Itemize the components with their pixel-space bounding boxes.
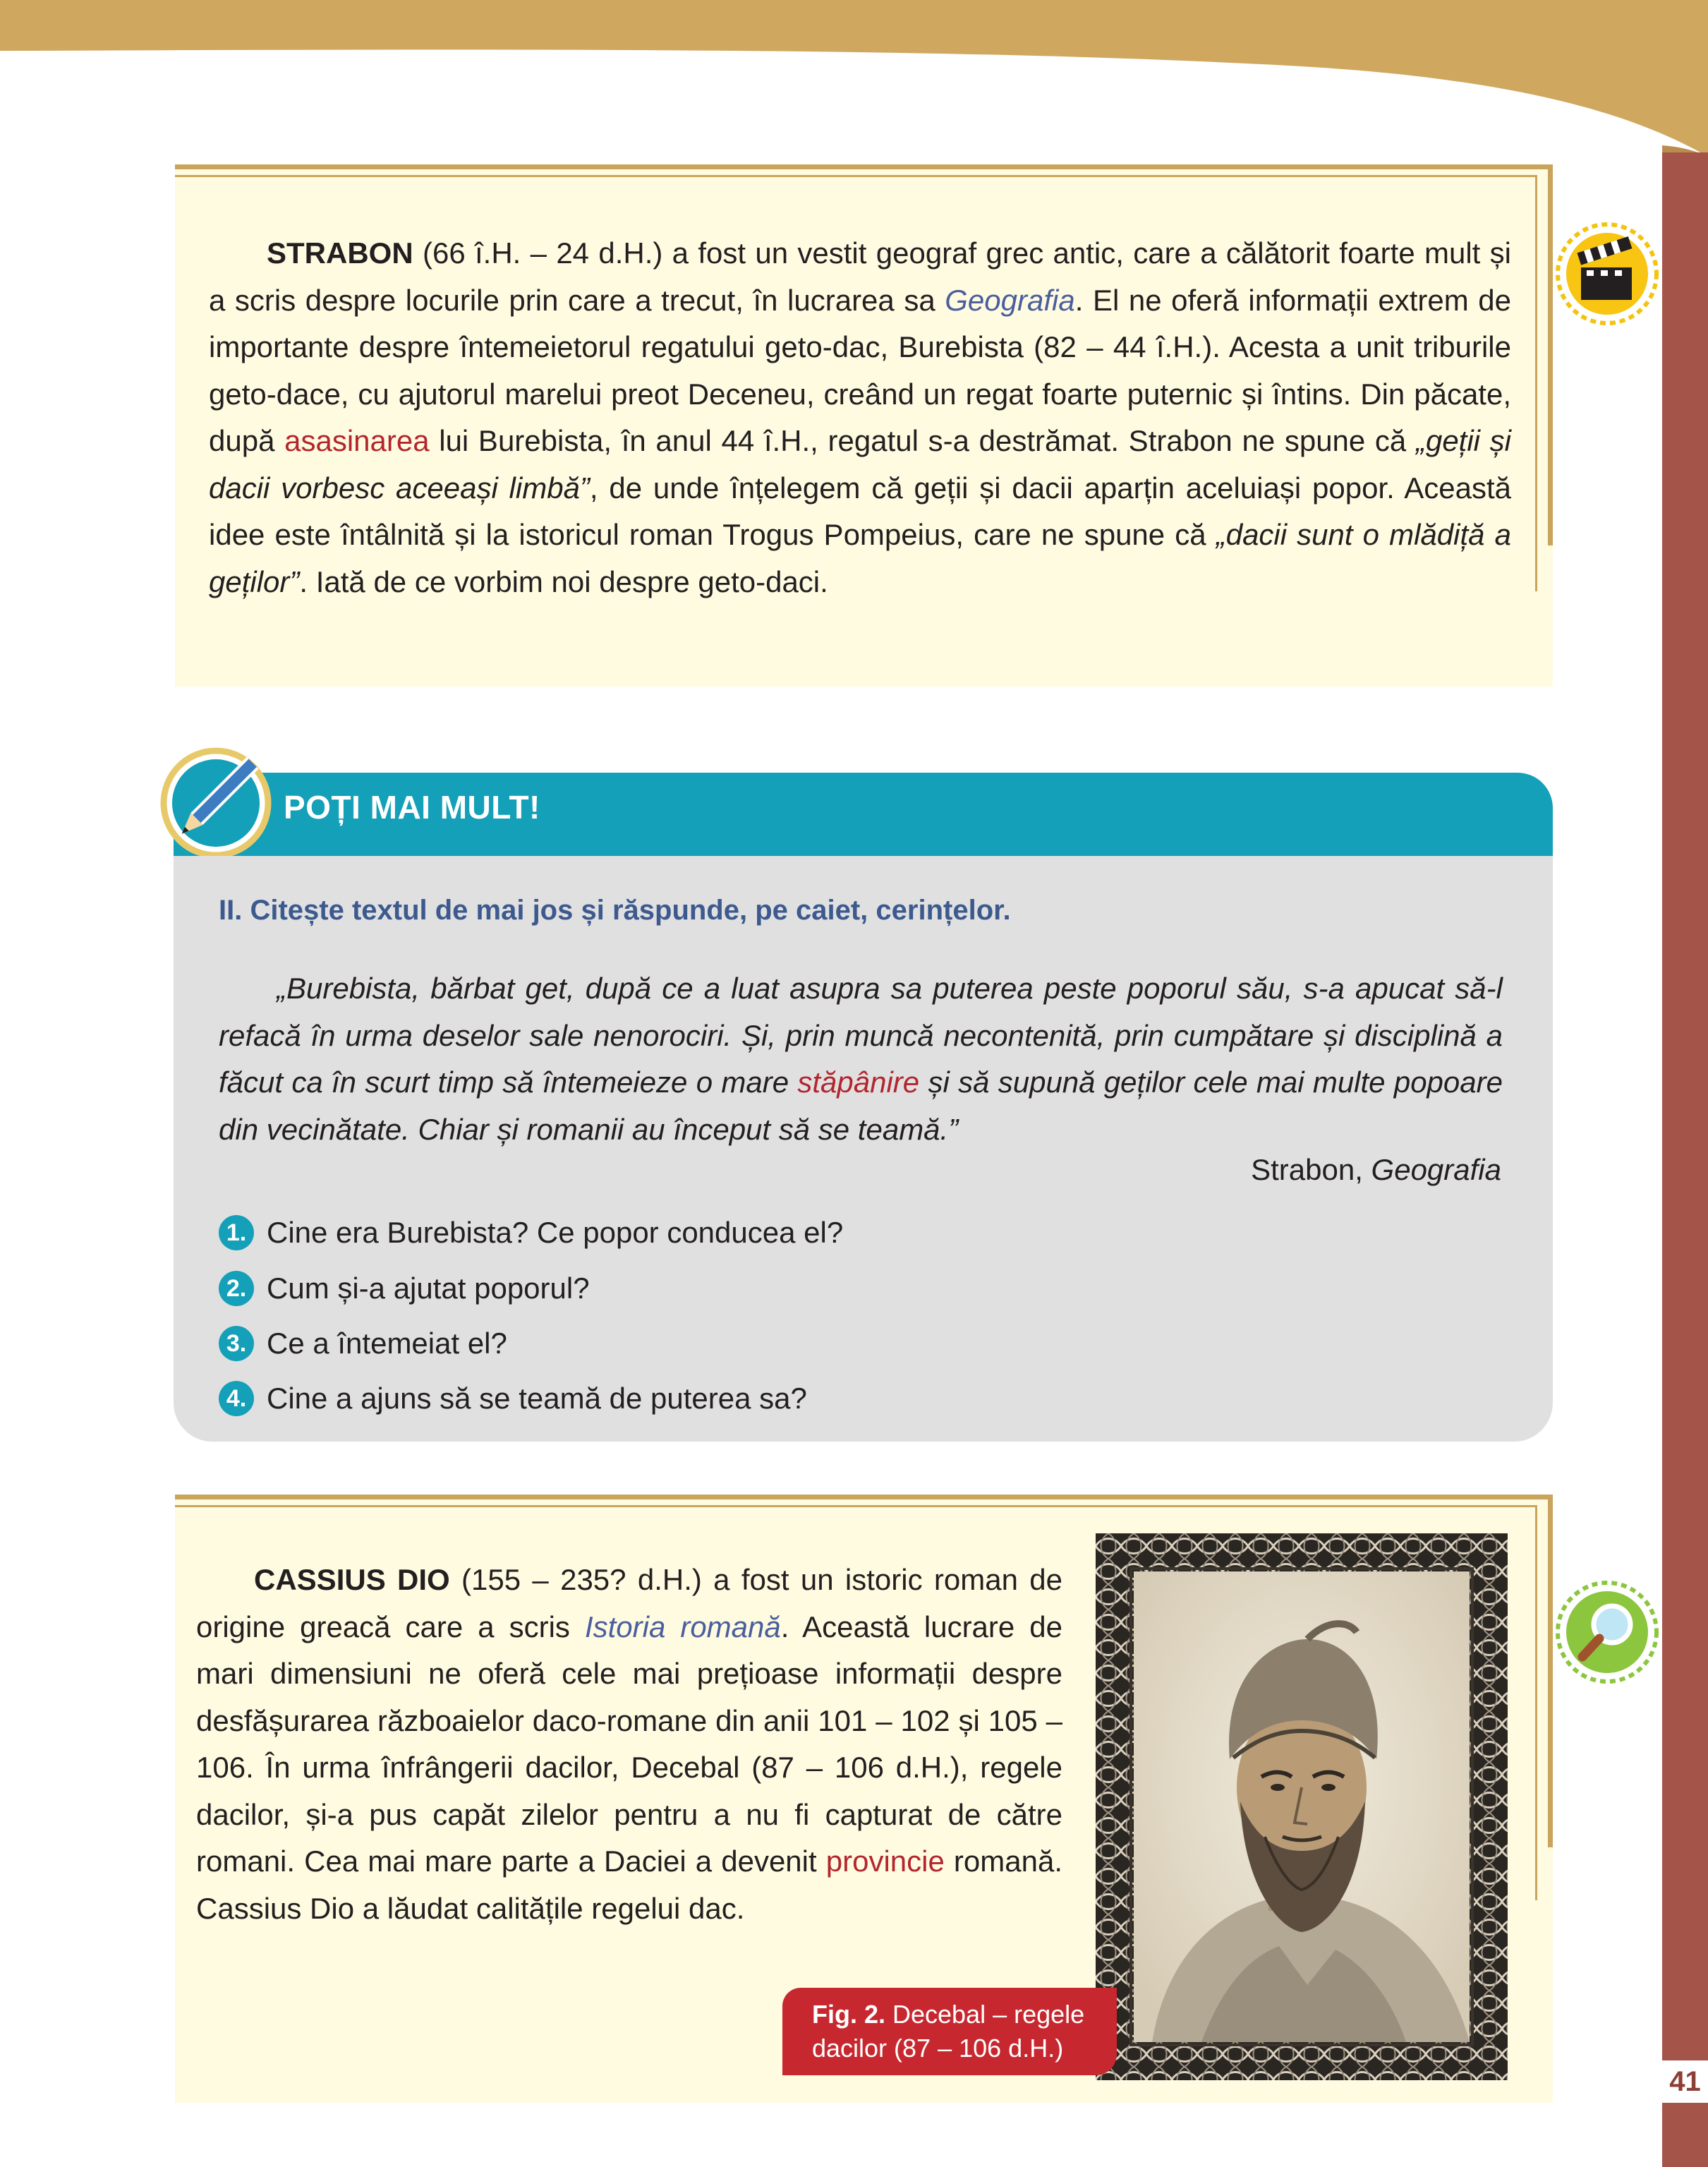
cassius-paragraph: CASSIUS DIO (155 – 235? d.H.) a fost un istoric roman de origine greacă care a scris Istoria romană. Această lucrare de mari dimensiuni ne oferă cele mai prețioase informații despre desfășurarea războaielor daco-romane din anii 101 – 102 și 105 – 106. În urma înfrângerii dacilor, Decebal (87 – 106 d.H.), regele dacilor, și-a pus capăt zilelor pentru a nu fi capturat de către romani. Cea mai mare parte a Daciei a devenit provincie romană. Cassius Dio a lăudat calitățile regelui dac. (196, 1563, 1062, 1925)
question-item (219, 1209, 843, 1252)
burebista-quote: „Burebista, bărbat get, după ce a luat asupra sa puterea peste poporul său, s-a apucat să-l refacă în urma deselor sale nenorociri. Și, prin muncă necontenită, prin cumpătare și disciplină a făcut ca în scurt timp să întemeieze o mare stăpânire și să supună geților cele mai multe popoare din vecinătate. Chiar și romanii au început să se teamă.” (219, 972, 1503, 1146)
strabon-quote-1: „geții și dacii vorbesc aceeași limbă” (209, 424, 1511, 505)
strabon-paragraph: STRABON (66 î.H. – 24 d.H.) a fost un vestit geograf grec antic, care a călătorit foarte mult și a scris despre locurile prin care a trecut, în lucrarea sa Geografia. El ne oferă informații extrem de importante despre întemeietorul regatului geto-dac, Burebista (82 – 44 î.H.). Acesta a unit triburile geto-dace, cu ajutorul marelui preot Deceneu, creând un regat foarte puternic și întins. Din păcate, după asasinarea lui Burebista, în anul 44 î.H., regatul s-a destrămat. Strabon ne spune că „geții și dacii vorbesc aceeași limbă”, de unde înțelegem că geții și dacii aparțin aceluiași popor. Această idee este întâlnită și la istoricul roman Trogus Pompeius, care ne spune că „dacii sunt o mlădiță a geților”. Iată de ce vorbim noi despre geto-daci. (209, 236, 1512, 598)
decebal-portrait (1096, 1533, 1508, 2080)
question-item (219, 1265, 590, 1308)
cassius-box-top-rule (175, 1495, 1553, 1499)
strabon-name: STRABON (267, 236, 413, 270)
question-number: 1. (219, 1215, 254, 1250)
magnifier-icon (1554, 1579, 1660, 1685)
strabon-box-top-rule-inner (175, 175, 1537, 177)
question-item (219, 1320, 507, 1363)
glossary-term-asasinarea[interactable]: asasinarea (284, 424, 430, 457)
figure-caption-text: Decebal – regele dacilor (87 – 106 d.H.) (812, 2000, 1085, 2063)
cassius-box-top-rule-inner (175, 1505, 1537, 1507)
question-text: Cine era Burebista? Ce popor conducea el? (267, 1215, 844, 1249)
question-number: 3. (219, 1326, 254, 1361)
question-item (219, 1375, 807, 1418)
strabon-box-top-rule (175, 164, 1553, 169)
poti-mai-mult-title: POȚI MAI MULT! (284, 789, 540, 826)
cassius-box-right-rule (1548, 1495, 1553, 1847)
strabon-box-right-rule (1548, 164, 1553, 545)
film-clapper-icon (1554, 221, 1660, 327)
pencil-icon (154, 741, 274, 861)
question-text: Cine a ajuns să se teamă de puterea sa? (267, 1381, 807, 1415)
top-decorative-swoosh (0, 0, 1708, 169)
exercise-heading: II. Citește textul de mai jos și răspunde, pe caiet, cerințelor. (219, 895, 1011, 926)
cassius-box-right-rule-inner (1535, 1505, 1537, 1900)
question-number: 4. (219, 1381, 254, 1416)
question-text: Ce a întemeiat el? (267, 1326, 507, 1360)
glossary-term-stapanire[interactable]: stăpânire (797, 1066, 920, 1099)
figure-caption (782, 1988, 1117, 2075)
page-number: 41 (1662, 2060, 1708, 2103)
quote-source: Strabon, Geografia (1251, 1153, 1501, 1186)
cassius-name: CASSIUS DIO (254, 1563, 450, 1596)
strabon-quote-2: „dacii sunt o mlădiță a geților” (209, 518, 1511, 598)
strabon-work-title: Geografia (945, 283, 1075, 317)
side-color-bar (1662, 152, 1708, 2167)
question-number: 2. (219, 1271, 254, 1306)
cassius-work-title: Istoria romană (584, 1610, 781, 1643)
question-text: Cum și-a ajutat poporul? (267, 1271, 590, 1305)
glossary-term-provincie[interactable]: provincie (825, 1845, 945, 1878)
figure-label: Fig. 2. (812, 2000, 886, 2029)
strabon-box-right-rule-inner (1535, 175, 1537, 591)
